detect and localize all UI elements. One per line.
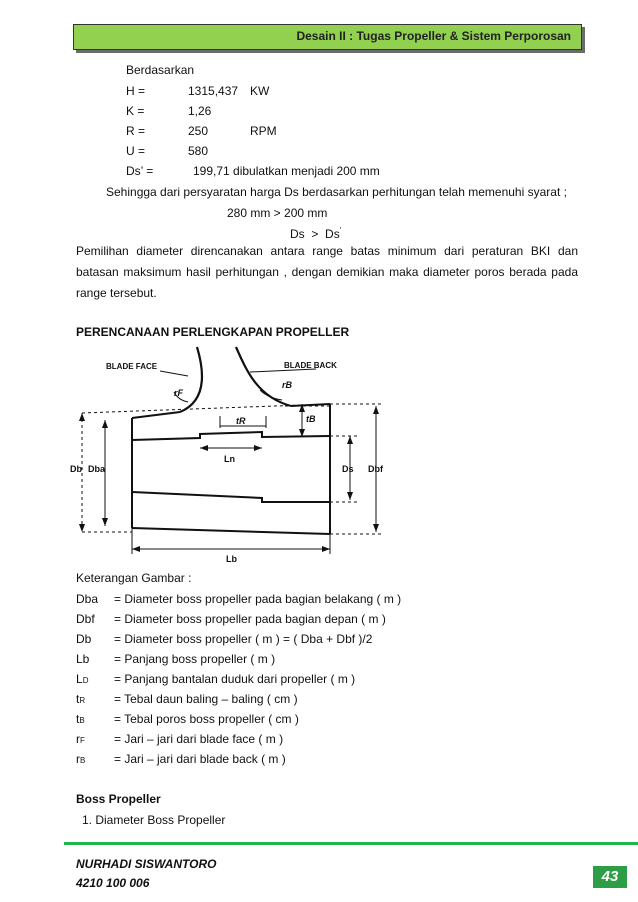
label-rb: rB bbox=[282, 380, 293, 390]
legend-desc: = Jari – jari dari blade back ( m ) bbox=[114, 752, 286, 766]
label-lb: Lb bbox=[226, 554, 237, 564]
legend-symbol: rF bbox=[76, 732, 85, 746]
label-tr: tR bbox=[236, 416, 246, 426]
label-tb: tB bbox=[306, 414, 316, 424]
legend-symbol: Lb bbox=[76, 652, 90, 666]
blade-back-curve bbox=[236, 347, 291, 406]
legend-title: Keterangan Gambar : bbox=[76, 571, 192, 585]
label-ds: Ds bbox=[342, 464, 354, 474]
footer-author: NURHADI SISWANTORO bbox=[76, 857, 217, 871]
calc-unit: RPM bbox=[250, 124, 277, 138]
calc-label: H = bbox=[126, 84, 146, 98]
legend-desc: = Tebal poros boss propeller ( cm ) bbox=[114, 712, 299, 726]
legend-symbol: LD bbox=[76, 672, 89, 686]
legend-desc: = Panjang boss propeller ( m ) bbox=[114, 652, 276, 666]
label-db: Db bbox=[70, 464, 82, 474]
footer-divider bbox=[64, 842, 638, 845]
calc-label: Ds’ = bbox=[126, 164, 154, 178]
calc-unit: KW bbox=[250, 84, 270, 98]
legend-symbol: tB bbox=[76, 712, 85, 726]
calc-compare: 280 mm > 200 mm bbox=[227, 206, 328, 220]
footer-id: 4210 100 006 bbox=[76, 876, 150, 890]
legend-desc: = Diameter boss propeller pada bagian belakang ( m ) bbox=[114, 592, 402, 606]
boss-item: 1. Diameter Boss Propeller bbox=[82, 813, 226, 827]
calc-label: R = bbox=[126, 124, 146, 138]
label-dba: Dba bbox=[88, 464, 106, 474]
calc-label: K = bbox=[126, 104, 145, 118]
label-blade-back: BLADE BACK bbox=[284, 361, 337, 370]
body-paragraph: Pemilihan diameter direncanakan antara range batas minimum dari peraturan BKI dan batasan maksimum hasil perhitungan , dengan demikian maka diameter poros berada pada range tersebut. bbox=[76, 244, 578, 300]
legend-symbol: Dbf bbox=[76, 612, 95, 626]
calc-value: 250 bbox=[188, 124, 209, 138]
calc-value: 580 bbox=[188, 144, 209, 158]
calc-label: U = bbox=[126, 144, 146, 158]
legend-desc: = Jari – jari dari blade face ( m ) bbox=[114, 732, 284, 746]
legend-symbol: rB bbox=[76, 752, 86, 766]
blade-face-curve bbox=[180, 347, 202, 412]
label-dbf: Dbf bbox=[368, 464, 383, 474]
legend-symbol: Db bbox=[76, 632, 92, 646]
boss-title: Boss Propeller bbox=[76, 792, 161, 806]
page-number: 43 bbox=[593, 866, 627, 888]
label-rf: rF bbox=[174, 388, 183, 398]
section-title: PERENCANAAN PERLENGKAPAN PROPELLER bbox=[76, 325, 350, 339]
legend-desc: = Panjang bantalan duduk dari propeller ( m ) bbox=[114, 672, 356, 686]
calc-value: 199,71 dibulatkan menjadi 200 mm bbox=[193, 164, 380, 178]
calc-value: 1,26 bbox=[188, 104, 212, 118]
legend-desc: = Diameter boss propeller ( m ) = ( Dba + Dbf )/2 bbox=[114, 632, 373, 646]
calc-intro: Berdasarkan bbox=[126, 63, 195, 77]
calc-compare-2: Ds > Ds' bbox=[290, 226, 342, 241]
page-header bbox=[73, 24, 582, 50]
legend-symbol: Dba bbox=[76, 592, 99, 606]
calc-conclusion: Sehingga dari persyaratan harga Ds berdasarkan perhitungan telah memenuhi syarat ; bbox=[106, 185, 567, 199]
header-title: Desain II : Tugas Propeller & Sistem Perporosan bbox=[296, 29, 571, 43]
calc-value: 1315,437 bbox=[188, 84, 239, 98]
label-ln: Ln bbox=[224, 454, 235, 464]
label-blade-face: BLADE FACE bbox=[106, 362, 158, 371]
legend-desc: = Diameter boss propeller pada bagian depan ( m ) bbox=[114, 612, 386, 626]
propeller-boss-diagram bbox=[70, 342, 390, 564]
legend-symbol: tR bbox=[76, 692, 86, 706]
legend-desc: = Tebal daun baling – baling ( cm ) bbox=[114, 692, 298, 706]
